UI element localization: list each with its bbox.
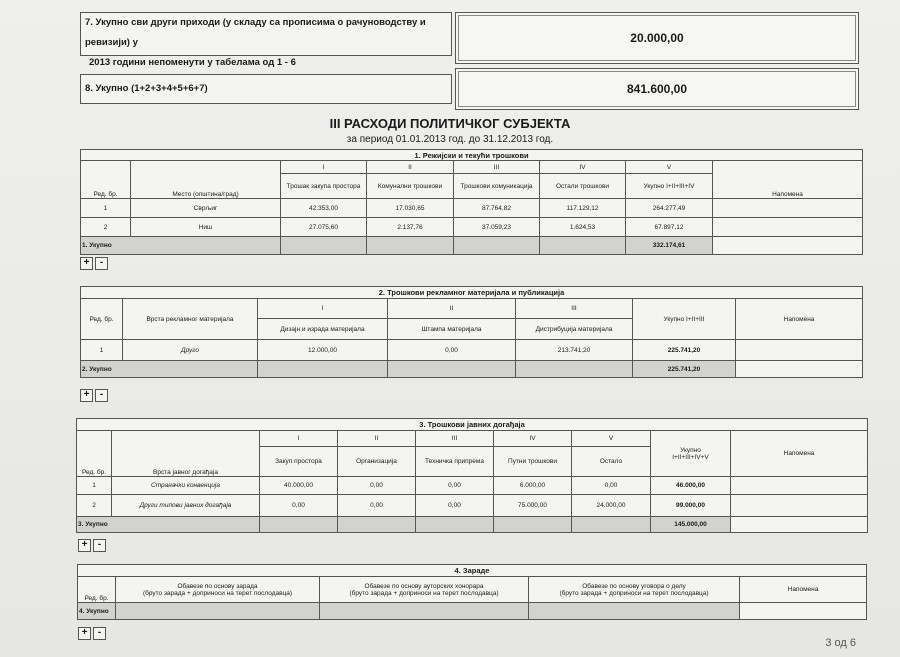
- table3-h-note: Напомена: [731, 431, 868, 477]
- table2-col-header: Дизајн и израда материјала: [258, 319, 388, 340]
- row7-label-box: [80, 12, 452, 68]
- cell-nr: 1: [81, 340, 123, 361]
- table-public-events: [76, 418, 868, 533]
- table2-h-kind: Врста рекламног материјала: [123, 299, 258, 340]
- total-value: 225.741,20: [633, 361, 736, 378]
- table1-row-controls: [80, 257, 108, 270]
- table1-h-place: Место (општина/град): [131, 161, 281, 199]
- cell-note: [731, 495, 868, 517]
- cell-nr: 2: [81, 218, 131, 237]
- table-promotional-material: [80, 286, 863, 378]
- table-salaries: [77, 564, 867, 620]
- cell-value: 0,00: [416, 495, 494, 517]
- page-number: 3 од 6: [825, 637, 856, 649]
- table3-h-nr: Ред. бр.: [77, 431, 112, 477]
- table3-caption: 3. Трошкови јавних догађаја: [77, 419, 868, 431]
- cell-value: 42.353,00: [281, 199, 367, 218]
- table4-h-salaries: [116, 577, 320, 603]
- table1-col-header: Укупно I+II+III+IV: [626, 174, 713, 199]
- cell-value: 37.059,23: [454, 218, 540, 237]
- table2-row-controls: [80, 389, 108, 402]
- cell-sum: 225.741,20: [633, 340, 736, 361]
- total-label: 1. Укупно: [81, 237, 281, 255]
- table-row: [77, 477, 868, 495]
- table2-roman: I: [258, 299, 388, 319]
- row8-label-box: [80, 74, 452, 104]
- table2-col-header: Дистрибуција материјала: [516, 319, 633, 340]
- row8-value: 841.600,00: [626, 82, 688, 96]
- table3-roman: I: [260, 431, 338, 447]
- cell-value: 87.764,82: [454, 199, 540, 218]
- total-label: 3. Укупно: [77, 517, 260, 533]
- table3-roman: V: [572, 431, 651, 447]
- table3-row-controls: [78, 539, 106, 552]
- table1-col-header: Остали трошкови: [540, 174, 626, 199]
- table4-h-royalties-line1: Обавезе по основу ауторских хонорара: [364, 582, 484, 590]
- cell-value: 24.000,00: [572, 495, 651, 517]
- cell-value: 67.897,12: [626, 218, 713, 237]
- cell-kind: Страначки конвенција: [112, 477, 260, 495]
- table3-roman: IV: [494, 431, 572, 447]
- section-title: III РАСХОДИ ПОЛИТИЧКОГ СУБЈЕКТА: [329, 116, 571, 131]
- table3-col-header: Организација: [338, 447, 416, 477]
- remove-row-button[interactable]: -: [93, 539, 106, 552]
- cell-nr: 1: [77, 477, 112, 495]
- table1-col-header: Трошак закупа простора: [281, 174, 367, 199]
- table2-h-note: Напомена: [736, 299, 863, 340]
- table-row: [81, 340, 863, 361]
- total-label: 4. Укупно: [78, 603, 116, 620]
- add-row-button[interactable]: +: [78, 539, 91, 552]
- row7-value: 20.000,00: [630, 31, 684, 45]
- table4-h-royalties-line2: (бруто зарада + доприноси на терет послодавца): [349, 589, 499, 597]
- cell-value: 0,00: [338, 495, 416, 517]
- table4-caption: 4. Зараде: [78, 565, 867, 577]
- table1-roman: III: [454, 161, 540, 174]
- total-value: 145.000,00: [651, 517, 731, 533]
- table3-h-sum: [651, 431, 731, 477]
- table3-col-header: Путни трошкови: [494, 447, 572, 477]
- row8-label: 8. Укупно (1+2+3+4+5+6+7): [85, 83, 208, 94]
- table-row: [81, 218, 863, 237]
- table1-roman: V: [626, 161, 713, 174]
- table2-h-nr: Ред. бр.: [81, 299, 123, 340]
- table4-h-contracts: [529, 577, 740, 603]
- table1-col-header: Комунални трошкови: [367, 174, 454, 199]
- cell-place: Сврљиг: [131, 199, 281, 218]
- table1-total-row: [81, 237, 863, 255]
- table3-roman: II: [338, 431, 416, 447]
- row7-label-line2: 2013 години непоменути у табелама од 1 - 6: [89, 57, 296, 68]
- table3-col-header: Закуп простора: [260, 447, 338, 477]
- cell-sum: 99.000,00: [651, 495, 731, 517]
- add-row-button[interactable]: +: [80, 257, 93, 270]
- table1-caption: 1. Режијски и текући трошкови: [81, 150, 863, 161]
- table1-roman: IV: [540, 161, 626, 174]
- cell-value: 0,00: [260, 495, 338, 517]
- table4-h-contracts-line2: (бруто зарада + доприноси на терет послодавца): [559, 589, 709, 597]
- table4-row-controls: [78, 627, 106, 640]
- table4-h-nr: Ред. бр.: [78, 577, 116, 603]
- row7-value-box: [455, 12, 859, 64]
- table1-roman: I: [281, 161, 367, 174]
- remove-row-button[interactable]: -: [95, 257, 108, 270]
- cell-value: 117.129,12: [540, 199, 626, 218]
- cell-value: 27.075,60: [281, 218, 367, 237]
- add-row-button[interactable]: +: [78, 627, 91, 640]
- period-text: за период 01.01.2013 год. до 31.12.2013 год.: [346, 134, 554, 145]
- table-overhead-costs: [80, 149, 863, 255]
- cell-value: 12.000,00: [258, 340, 388, 361]
- table3-h-sum-line2: I+II+III+IV+V: [672, 453, 709, 461]
- table2-roman: II: [388, 299, 516, 319]
- cell-value: 75.000,00: [494, 495, 572, 517]
- table2-roman: III: [516, 299, 633, 319]
- cell-sum: 46.000,00: [651, 477, 731, 495]
- table3-h-sum-line1: Укупно: [680, 446, 701, 454]
- table-row: [77, 495, 868, 517]
- total-label: 2. Укупно: [81, 361, 258, 378]
- remove-row-button[interactable]: -: [93, 627, 106, 640]
- remove-row-button[interactable]: -: [95, 389, 108, 402]
- cell-place: Ниш: [131, 218, 281, 237]
- cell-value: 2.137,76: [367, 218, 454, 237]
- table3-total-row: [77, 517, 868, 533]
- table4-h-contracts-line1: Обавезе по основу уговора о делу: [582, 582, 686, 590]
- table4-total-row: [78, 603, 867, 620]
- table2-total-row: [81, 361, 863, 378]
- row8-value-box: [455, 68, 859, 110]
- table-row: [81, 199, 863, 218]
- cell-value: 0,00: [388, 340, 516, 361]
- cell-kind: Други типови јавних догађаја: [112, 495, 260, 517]
- cell-value: 0,00: [416, 477, 494, 495]
- cell-value: 0,00: [338, 477, 416, 495]
- table1-h-note: Напомена: [713, 161, 863, 199]
- table3-col-header: Техничка припрема: [416, 447, 494, 477]
- cell-note: [731, 477, 868, 495]
- table4-h-note: Напомена: [740, 577, 867, 603]
- cell-nr: 1: [81, 199, 131, 218]
- table1-col-header: Трошкови комуникација: [454, 174, 540, 199]
- cell-note: [736, 340, 863, 361]
- table1-h-nr: Ред. бр.: [81, 161, 131, 199]
- row7-label-line1: 7. Укупно сви други приходи (у складу са прописима о рачуноводству и ревизији) у: [85, 17, 426, 48]
- cell-value: 40.000,00: [260, 477, 338, 495]
- table4-h-salaries-line1: Обавезе по основу зарада: [177, 582, 258, 590]
- table3-h-kind: Врста јавног догађаја: [112, 431, 260, 477]
- cell-value: 6.000,00: [494, 477, 572, 495]
- table2-h-sum: Укупно I+II+III: [633, 299, 736, 340]
- cell-value: 1.624,53: [540, 218, 626, 237]
- cell-nr: 2: [77, 495, 112, 517]
- table3-col-header: Остало: [572, 447, 651, 477]
- cell-note: [713, 199, 863, 218]
- table2-caption: 2. Трошкови рекламног материјала и публикација: [81, 287, 863, 299]
- table2-col-header: Штампа материјала: [388, 319, 516, 340]
- total-value: 332.174,61: [626, 237, 713, 255]
- table1-roman: II: [367, 161, 454, 174]
- table3-roman: III: [416, 431, 494, 447]
- cell-value: 213.741,20: [516, 340, 633, 361]
- cell-value: 264.277,49: [626, 199, 713, 218]
- cell-value: 0,00: [572, 477, 651, 495]
- cell-note: [713, 218, 863, 237]
- add-row-button[interactable]: +: [80, 389, 93, 402]
- table4-h-royalties: [320, 577, 529, 603]
- cell-kind: Друго: [123, 340, 258, 361]
- table4-h-salaries-line2: (бруто зарада + доприноси на терет послодавца): [142, 589, 293, 597]
- cell-value: 17.030,65: [367, 199, 454, 218]
